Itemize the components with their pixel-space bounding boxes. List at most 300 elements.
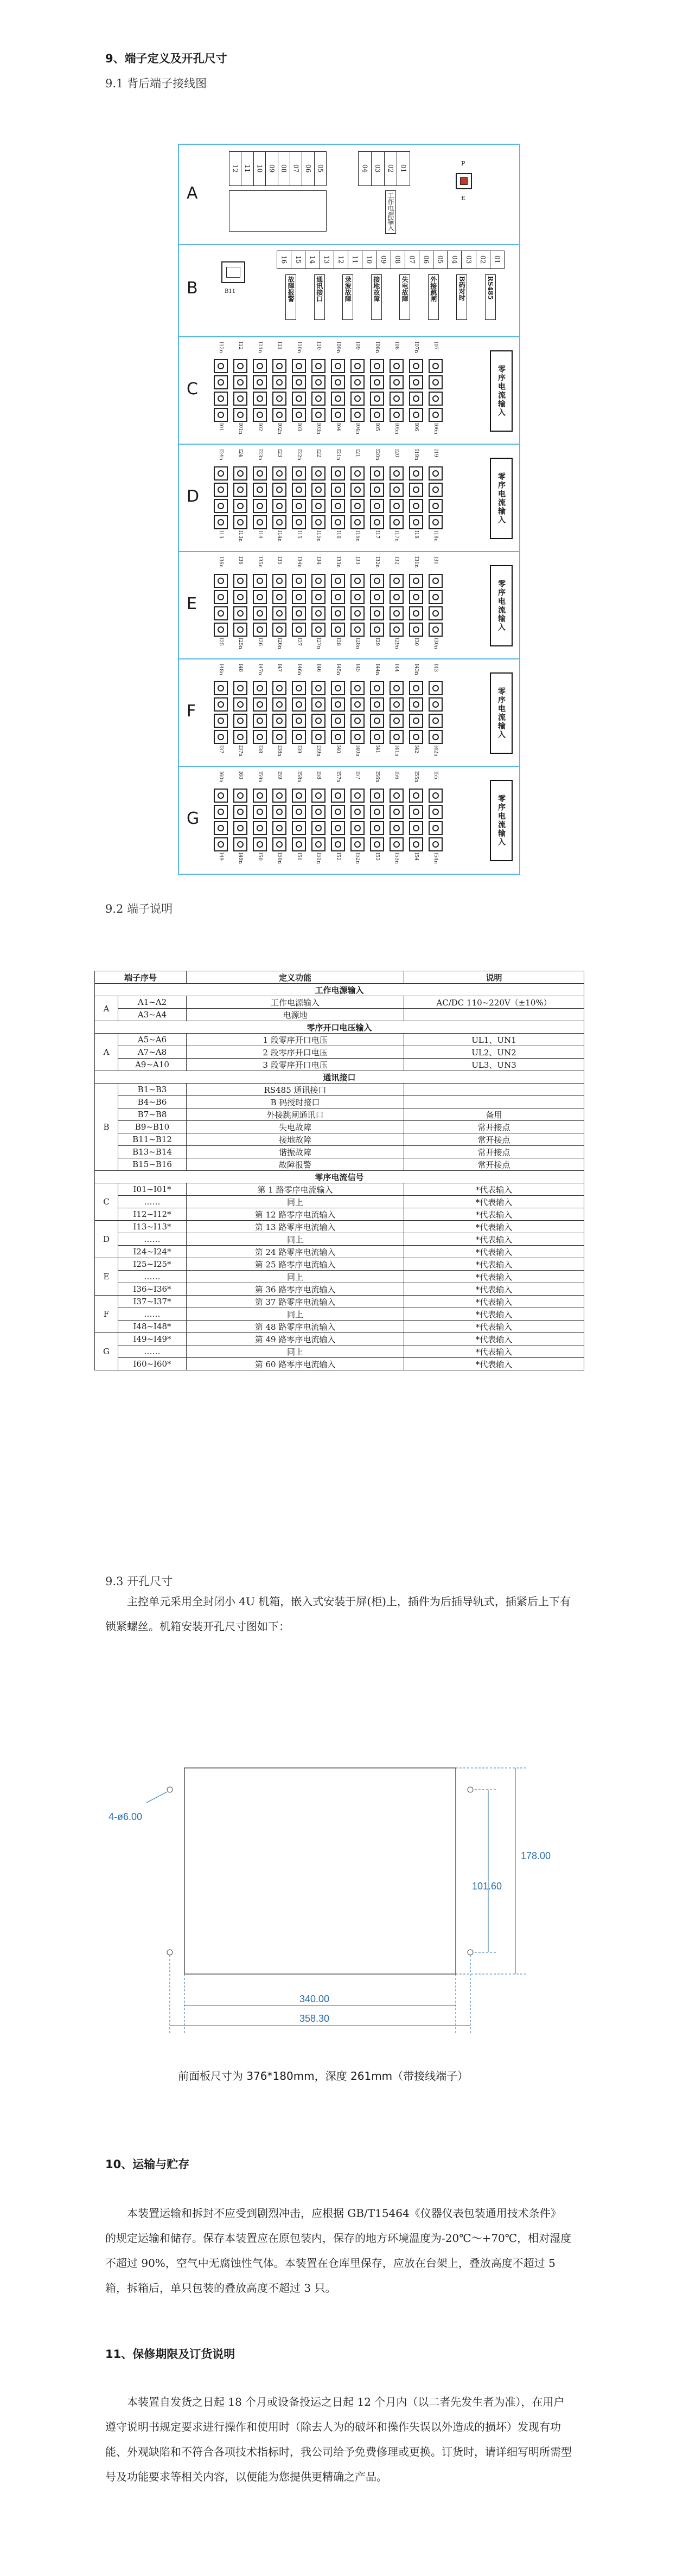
screw-terminal-icon [429,789,443,803]
inner-height-label: 101.60 [472,1881,502,1892]
screw-terminal-icon [409,805,423,819]
table-cell: 第 36 路零序电流输入 [187,1283,404,1296]
terminal-description-table [94,971,584,1370]
screw-terminal-icon [409,681,423,695]
terminal-label-bottom: I39 [296,745,302,754]
screw-terminal-icon [311,730,325,744]
screw-terminal-icon [409,392,423,406]
pin-label: 12 [229,152,241,185]
table-cell: B4~B6 [118,1096,187,1108]
screw-terminal-icon [331,483,345,497]
screw-terminal-icon [429,359,443,373]
function-label: 外接跳闸 [428,274,439,320]
screw-terminal-icon [390,697,404,712]
table-cell: I36~I36* [118,1283,187,1296]
table-row [95,996,584,1009]
terminal-label-top: I58 [316,771,321,780]
mount-hole-top-left [167,1787,173,1792]
terminal-label-top: I57 [355,771,360,780]
table-cell: I48~I48* [118,1321,187,1333]
group-title: 零序电流信号 [95,1171,584,1183]
screw-terminal-icon [429,375,443,389]
terminal-label-top: I33n [335,556,341,568]
table-cell: 1 段零序开口电压 [187,1034,404,1046]
terminal-label-top: I43 [433,664,438,672]
terminal-label-top: I20 [394,449,399,458]
table-cell: 3 段零序开口电压 [187,1059,404,1071]
screw-terminal-icon [292,821,306,835]
screw-terminal-icon [350,466,365,480]
function-label: 接地故障 [371,274,382,320]
table-row [95,1009,584,1021]
screw-terminal-icon [370,375,384,389]
terminal-label-top: I23n [257,449,263,460]
screw-terminal-icon [214,359,228,373]
table-row [95,1233,584,1246]
terminal-column [387,449,406,547]
table-cell: I25~I25* [118,1258,187,1271]
table-header-function: 定义功能 [187,971,404,984]
terminal-column [348,771,367,869]
table-cell: A1~A2 [118,996,187,1009]
table-cell: 第 1 路零序电流输入 [187,1183,404,1196]
table-group-row [95,1021,584,1034]
terminal-column [407,771,425,869]
screw-terminal-icon [292,408,306,422]
table-cell: 电源地 [187,1009,404,1021]
pin-label: 05 [316,164,324,173]
terminal-label-top: I19 [433,449,438,458]
function-label: 失电故障 [399,274,410,320]
terminal-label-bottom: I42n [433,745,438,757]
terminal-column [426,342,445,439]
terminal-label-bottom: I52n [355,853,360,864]
screw-terminal-icon [214,606,228,620]
screw-terminal-icon [429,623,443,637]
table-cell: AC/DC 110~220V（±10%） [404,996,584,1009]
screw-terminal-icon [214,789,228,803]
section11-title: 11、保修期限及订货说明 [105,2348,235,2361]
terminal-column [368,342,386,439]
screw-terminal-icon [214,623,228,637]
screw-terminal-icon [311,499,325,513]
terminal-label-bottom: I16n [355,530,360,542]
screw-terminal-icon [370,837,384,851]
terminal-column [368,664,386,761]
terminal-column [309,342,328,439]
terminal-label-bottom: I51n [316,853,321,864]
screw-terminal-icon [311,821,325,835]
pin-label: 07 [405,251,419,268]
screw-terminal-icon [214,375,228,389]
screw-terminal-icon [233,515,247,529]
table-cell [404,1084,584,1096]
terminal-label-bottom: I06n [433,423,438,434]
table-row [95,1283,584,1296]
screw-terminal-icon [233,821,247,835]
terminal-label-bottom: I25 [218,638,224,646]
screw-terminal-icon [409,408,423,422]
screw-terminal-icon [350,574,365,588]
screw-terminal-icon [272,623,286,637]
terminal-label-bottom: I05 [374,423,380,432]
terminal-label-top: I60n [218,771,224,783]
screw-terminal-icon [350,623,365,637]
screw-terminal-icon [311,483,325,497]
slot-b-pin-block [277,251,505,269]
function-label: 通讯接口 [314,274,325,320]
terminal-label-bottom: I26n [277,638,282,649]
screw-terminal-icon [233,359,247,373]
screw-terminal-icon [272,821,286,835]
subsection-9-2: 9.2 端子说明 [105,902,173,915]
screw-terminal-icon [331,623,345,637]
terminal-label-bottom: I40n [355,745,360,757]
screw-terminal-icon [370,623,384,637]
table-cell: UL1、UN1 [404,1034,584,1046]
terminal-label-bottom: I27 [296,638,302,646]
terminal-label-bottom: I29 [374,638,380,646]
zero-sequence-input-label: 零序电流输入 [490,565,513,646]
terminal-grid [212,342,445,439]
terminal-label-top: I24n [218,449,224,460]
screw-terminal-icon [253,681,267,695]
screw-terminal-icon [429,392,443,406]
cutout-paragraph: 主控单元采用全封闭小 4U 机箱，嵌入式安装于屏(柜)上，插件为后插导轨式，插紧后上下有锁紧螺丝。机箱安装开孔尺寸图如下： [105,1595,571,1633]
slot-letter: F [187,702,196,721]
table-cell: B13~B14 [118,1146,187,1158]
screw-terminal-icon [350,681,365,695]
terminal-column [270,771,289,869]
pin-label: 08 [391,251,405,268]
group-title: 零序开口电压输入 [95,1021,584,1034]
screw-terminal-icon [253,837,267,851]
zero-sequence-input-label: 零序电流输入 [490,672,513,754]
screw-terminal-icon [292,789,306,803]
screw-terminal-icon [331,789,345,803]
terminal-label-bottom: I02n [277,423,282,434]
table-cell: I24~I24* [118,1246,187,1258]
terminal-label-top: I22 [316,449,321,458]
inner-width-label: 340.00 [299,1994,330,2004]
table-cell: …… [118,1345,187,1358]
table-row [95,1296,584,1308]
screw-terminal-icon [253,515,267,529]
terminal-column [231,342,250,439]
screw-terminal-icon [370,408,384,422]
slot-a-pin-block-mid [358,151,410,186]
table-cell: 第 24 路零序电流输入 [187,1246,404,1258]
screw-terminal-icon [331,805,345,819]
terminal-label-bottom: I52 [335,853,341,861]
screw-terminal-icon [272,681,286,695]
screw-terminal-icon [409,483,423,497]
terminal-column [368,771,386,869]
terminal-label-top: I47n [257,664,263,675]
screw-terminal-icon [272,837,286,851]
table-cell: A3~A4 [118,1009,187,1021]
screw-terminal-icon [253,805,267,819]
terminal-label-bottom: I28n [355,638,360,649]
screw-terminal-icon [409,574,423,588]
screw-terminal-icon [331,466,345,480]
screw-terminal-icon [409,590,423,604]
screw-terminal-icon [409,515,423,529]
screw-terminal-icon [370,574,384,588]
pin-label: 07 [290,152,302,185]
group-title: 通讯接口 [95,1071,584,1084]
screw-terminal-icon [370,697,384,712]
screw-terminal-icon [429,681,443,695]
terminal-label-top: I45 [355,664,360,672]
terminal-column [407,449,425,547]
terminal-column [290,664,308,761]
screw-terminal-icon [311,697,325,712]
pin-label: 16 [277,251,291,268]
screw-terminal-icon [331,837,345,851]
terminal-label-top: I56n [374,771,380,783]
slot-b [179,245,519,337]
slot-cell: E [95,1258,118,1296]
terminal-column [212,771,230,869]
table-cell: B 码授时接口 [187,1096,404,1108]
screw-terminal-icon [272,805,286,819]
terminal-label-top: I58n [296,771,302,783]
screw-terminal-icon [233,697,247,712]
terminal-label-top: I55n [413,771,419,783]
terminal-column [270,449,289,547]
screw-terminal-icon [331,574,345,588]
pin-label: 06 [419,251,433,268]
terminal-label-top: I23 [277,449,282,458]
screw-terminal-icon [350,606,365,620]
terminal-column [329,342,347,439]
terminal-label-top: I57n [335,771,341,783]
pin-label: 06 [302,152,314,185]
table-cell: *代表输入 [404,1345,584,1358]
screw-terminal-icon [409,466,423,480]
terminal-label-bottom: I37 [218,745,224,754]
power-input-label: 工作电源输入 [385,190,396,234]
screw-terminal-icon [272,574,286,588]
terminal-column [348,342,367,439]
terminal-label-bottom: I30n [433,638,438,649]
terminal-column [309,664,328,761]
table-cell: *代表输入 [404,1221,584,1233]
pin-label: 01 [493,255,501,264]
screw-terminal-icon [214,681,228,695]
table-cell: 同上 [187,1345,404,1358]
screw-terminal-icon [390,623,404,637]
table-cell: 失电故障 [187,1121,404,1133]
mount-hole-bottom-left [167,1950,173,1955]
screw-terminal-icon [253,606,267,620]
table-cell: *代表输入 [404,1183,584,1196]
screw-terminal-icon [311,837,325,851]
screw-terminal-icon [370,714,384,728]
terminal-column [348,556,367,654]
screw-terminal-icon [233,805,247,819]
terminal-label-top: I46 [316,664,321,672]
screw-terminal-icon [429,805,443,819]
table-cell: 第 37 路零序电流输入 [187,1296,404,1308]
terminal-column [387,771,406,869]
pin-label: 13 [320,251,334,268]
group-title: 工作电源输入 [95,984,584,996]
terminal-column [387,556,406,654]
screw-terminal-icon [409,837,423,851]
screw-terminal-icon [331,375,345,389]
table-cell: …… [118,1233,187,1246]
screw-terminal-icon [331,499,345,513]
table-cell: 第 48 路零序电流输入 [187,1321,404,1333]
cutout-drawing [103,1752,591,2055]
rear-terminal-diagram [178,144,520,875]
table-header-note: 说明 [404,971,584,984]
pin-label: 04 [448,251,462,268]
table-cell: *代表输入 [404,1321,584,1333]
screw-terminal-icon [292,805,306,819]
screw-terminal-icon [331,606,345,620]
slot-letter: C [187,380,198,399]
terminal-label-bottom: I38n [277,745,282,757]
screw-terminal-icon [272,408,286,422]
terminal-column [329,556,347,654]
terminal-column [329,664,347,761]
screw-terminal-icon [350,714,365,728]
slot-a-voltage-label-box [229,190,327,232]
mount-hole-top-right [468,1787,473,1792]
terminal-label-top: I47 [277,664,282,672]
slot-cell: A [95,996,118,1021]
screw-terminal-icon [292,375,306,389]
terminal-label-top: I31 [433,556,438,565]
terminal-grid [212,449,445,547]
screw-terminal-icon [311,606,325,620]
screw-terminal-icon [390,574,404,588]
zero-sequence-input-label: 零序电流输入 [490,458,513,539]
function-label: 录波故障 [342,274,353,320]
table-cell: 2 段零序开口电压 [187,1046,404,1059]
pin-label: 12 [334,251,348,268]
screw-terminal-icon [370,606,384,620]
slot-cell: D [95,1221,118,1258]
terminal-column [348,449,367,547]
screw-terminal-icon [292,837,306,851]
terminal-label-bottom: I37n [238,745,243,757]
screw-terminal-icon [233,590,247,604]
screw-terminal-icon [409,606,423,620]
pin-label: 11 [241,152,253,185]
terminal-label-top: I07 [433,342,438,350]
terminal-label-top: I19n [413,449,419,460]
terminal-label-bottom: I26 [257,638,263,646]
terminal-column [407,664,425,761]
terminal-label-bottom: I29n [394,638,399,649]
cutout-outline [184,1768,456,1974]
screw-terminal-icon [370,466,384,480]
terminal-label-bottom: I03n [316,423,321,434]
table-cell: I13~I13* [118,1221,187,1233]
table-cell: 外接跳闸通讯口 [187,1108,404,1121]
terminal-label-bottom: I03 [296,423,302,432]
screw-terminal-icon [233,408,247,422]
screw-terminal-icon [429,466,443,480]
table-cell: *代表输入 [404,1196,584,1208]
screw-terminal-icon [311,375,325,389]
screw-terminal-icon [253,375,267,389]
terminal-label-bottom: I27n [316,638,321,649]
screw-terminal-icon [350,483,365,497]
terminal-label-bottom: I05n [394,423,399,434]
screw-terminal-icon [233,574,247,588]
table-cell: *代表输入 [404,1283,584,1296]
slot-a [179,145,519,245]
screw-terminal-icon [292,681,306,695]
screw-terminal-icon [390,483,404,497]
screw-terminal-icon [253,574,267,588]
screw-terminal-icon [214,697,228,712]
screw-terminal-icon [370,499,384,513]
table-cell: …… [118,1308,187,1321]
terminal-column [309,556,328,654]
terminal-label-top: I10 [316,342,321,350]
slot-c [179,337,519,445]
slot-letter: A [187,184,198,203]
terminal-label-top: I60 [238,771,243,780]
terminal-column [270,556,289,654]
screw-terminal-icon [253,697,267,712]
screw-terminal-icon [390,606,404,620]
table-cell: B1~B3 [118,1084,187,1096]
slot-cell: G [95,1333,118,1370]
screw-terminal-icon [390,681,404,695]
terminal-label-bottom: I04n [355,423,360,434]
screw-terminal-icon [214,574,228,588]
screw-terminal-icon [253,499,267,513]
screw-terminal-icon [292,590,306,604]
table-cell: I01~I01* [118,1183,187,1196]
table-row [95,1221,584,1233]
table-cell: I12~I12* [118,1208,187,1221]
terminal-label-bottom: I25n [238,638,243,649]
pin-label: 09 [376,251,391,268]
table-cell: UL2、UN2 [404,1046,584,1059]
screw-terminal-icon [350,730,365,744]
terminal-label-top: I32n [374,556,380,568]
terminal-label-bottom: I17n [394,530,399,542]
slot-d [179,445,519,552]
terminal-label-top: I32 [394,556,399,565]
terminal-column [426,556,445,654]
terminal-column [309,449,328,547]
pin-label: 03 [372,152,385,185]
terminal-label-bottom: I40 [335,745,341,754]
screw-terminal-icon [272,714,286,728]
terminal-label-bottom: I15n [316,530,321,542]
screw-terminal-icon [390,375,404,389]
table-cell: UL3、UN3 [404,1059,584,1071]
screw-terminal-icon [390,408,404,422]
screw-terminal-icon [214,392,228,406]
terminal-label-bottom: I17 [374,530,380,539]
table-cell: A9~A10 [118,1059,187,1071]
table-cell: B11~B12 [118,1133,187,1146]
screw-terminal-icon [272,697,286,712]
screw-terminal-icon [409,789,423,803]
screw-terminal-icon [429,606,443,620]
screw-terminal-icon [214,466,228,480]
